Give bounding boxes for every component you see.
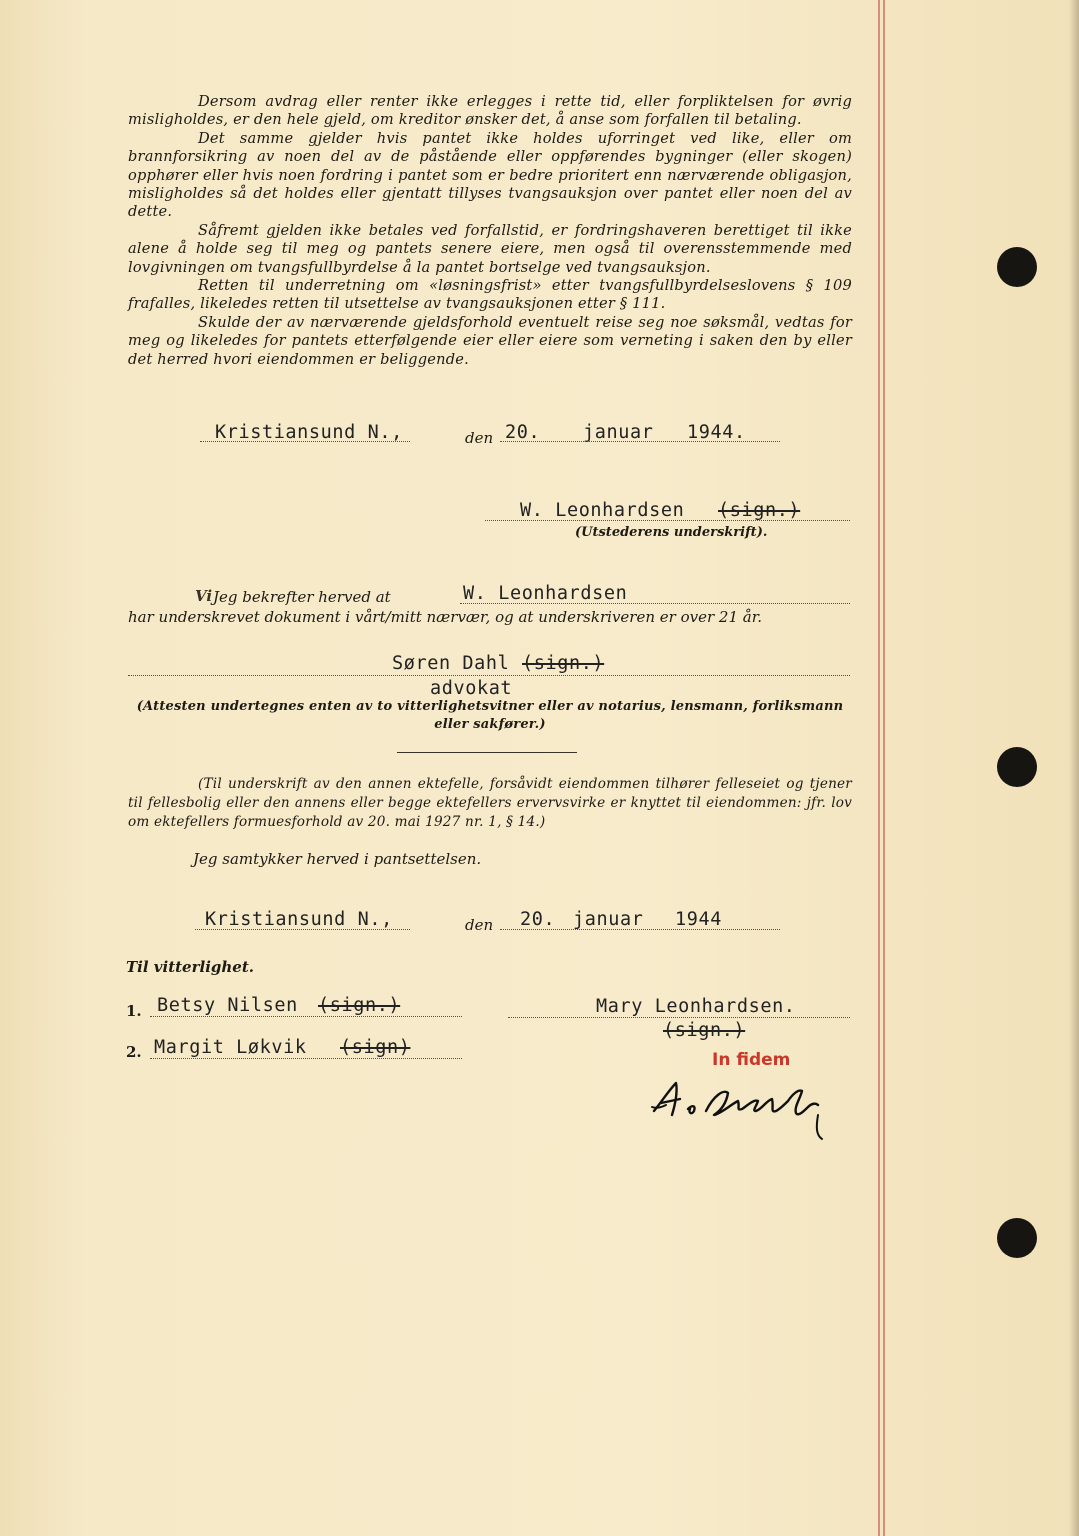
dotted-line (500, 441, 780, 442)
witness-1-sign: (sign.) (318, 995, 401, 1016)
attest-line-start: Jeg bekrefter herved at (213, 588, 391, 606)
witness-heading: Til vitterlighet. (126, 958, 254, 976)
punch-hole (997, 247, 1037, 287)
margin-line (883, 0, 885, 1536)
date-year: 1944. (687, 422, 746, 443)
margin-line (878, 0, 880, 1536)
issuer-sign: (sign.) (718, 500, 801, 521)
dotted-line (460, 603, 850, 604)
witness-1-name: Betsy Nilsen (157, 995, 298, 1016)
attest-prefix: Vi (195, 587, 213, 605)
divider (397, 752, 577, 753)
signature-line (128, 675, 850, 676)
spouse-note (128, 775, 852, 832)
date2-year: 1944 (675, 909, 722, 930)
spouse-name: Mary Leonhardsen. (596, 996, 796, 1017)
witness-2-num: 2. (126, 1043, 142, 1061)
witness-1-num: 1. (126, 1002, 142, 1020)
handwritten-signature (648, 1075, 843, 1150)
in-fidem-stamp: In fidem (712, 1050, 791, 1070)
dotted-line (200, 441, 410, 442)
issuer-name: W. Leonhardsen (520, 500, 685, 521)
page-edge-shadow (1069, 0, 1079, 1536)
dotted-line (150, 1016, 462, 1017)
dotted-line (500, 929, 780, 930)
attestor-sign: (sign.) (522, 653, 605, 674)
date-den-label: den (465, 429, 494, 447)
attest-caption (128, 698, 852, 734)
attest-caption-text: (Attesten undertegnes enten av to vitterlighetsvitner eller av notarius, lensmann, forliksmann eller sakfører.) (136, 699, 844, 732)
attestor-title: advokat (430, 678, 513, 699)
witness-2-sign: (sign) (340, 1037, 411, 1058)
paragraph: Det samme gjelder hvis pantet ikke holdes uforringet ved like, eller om brannforsikring av noen del av de påstående eller oppførendes bygninger (eller skogen) opphører eller hvis noen fordring i pantet som er bedre prioritert enn nærværende obligasjon, misligholdes så det holdes eller gjentatt tillyses tvangsauksjon over pantet eller noen del av dette. (128, 129, 852, 221)
paragraph: Dersom avdrag eller renter ikke erlegges i rette tid, eller forpliktelsen for øvrig misligholdes, er den hele gjeld, om kreditor ønsker det, å anse som forfallen til betaling. (128, 93, 852, 129)
date2-month: januar (573, 909, 644, 930)
terms-section (128, 93, 852, 369)
date-month: januar (583, 422, 654, 443)
issuer-caption: (Utstederens underskrift). (575, 525, 768, 540)
punch-hole (997, 747, 1037, 787)
paragraph: Retten til underretning om «løsningsfrist» etter tvangsfullbyrdelseslovens § 109 frafalles, likeledes retten til utsettelse av tvangsauksjonen etter § 111. (128, 277, 852, 313)
date2-day: 20. (520, 909, 556, 930)
consent-text: Jeg samtykker herved i pantsettelsen. (193, 850, 482, 868)
dotted-line (150, 1058, 462, 1059)
date2-place: Kristiansund N., (205, 909, 393, 930)
attest-line2: har underskrevet dokument i vårt/mitt nærvær, og at underskriveren er over 21 år. (128, 608, 762, 626)
date-day: 20. (505, 422, 541, 443)
witness-2-name: Margit Løkvik (154, 1037, 307, 1058)
spouse-sign: (sign.) (663, 1020, 746, 1041)
attest-name: W. Leonhardsen (463, 583, 628, 604)
signature-line (508, 1017, 850, 1018)
dotted-line (195, 929, 410, 930)
paragraph: Skulde der av nærværende gjeldsforhold eventuelt reise seg noe søksmål, vedtas for meg og likeledes for pantets etterfølgende eier eller eiere som verneting i saken den by eller det herred hvori eiendommen er beliggende. (128, 313, 852, 368)
date-place: Kristiansund N., (215, 422, 403, 443)
attestor-name: Søren Dahl (392, 653, 510, 674)
date2-den-label: den (465, 916, 494, 934)
punch-hole (997, 1218, 1037, 1258)
paragraph: Såfremt gjelden ikke betales ved forfallstid, er fordringshaveren berettiget til ikke alene å holde seg til meg og pantets senere eiere, men også til overensstemmende med lovgivningen om tvangsfullbyrdelse å la pantet bortselge ved tvangsauksjon. (128, 221, 852, 276)
spouse-note-text: (Til underskrift av den annen ektefelle, forsåvidt eiendommen tilhører felleseiet og tjener til fellesbolig eller den annens eller begge ektefellers ervervsvirke er knyttet til eiendommen: jfr. lov om ektefellers formuesforhold av 20. mai 1927 nr. 1, § 14.) (128, 776, 852, 830)
